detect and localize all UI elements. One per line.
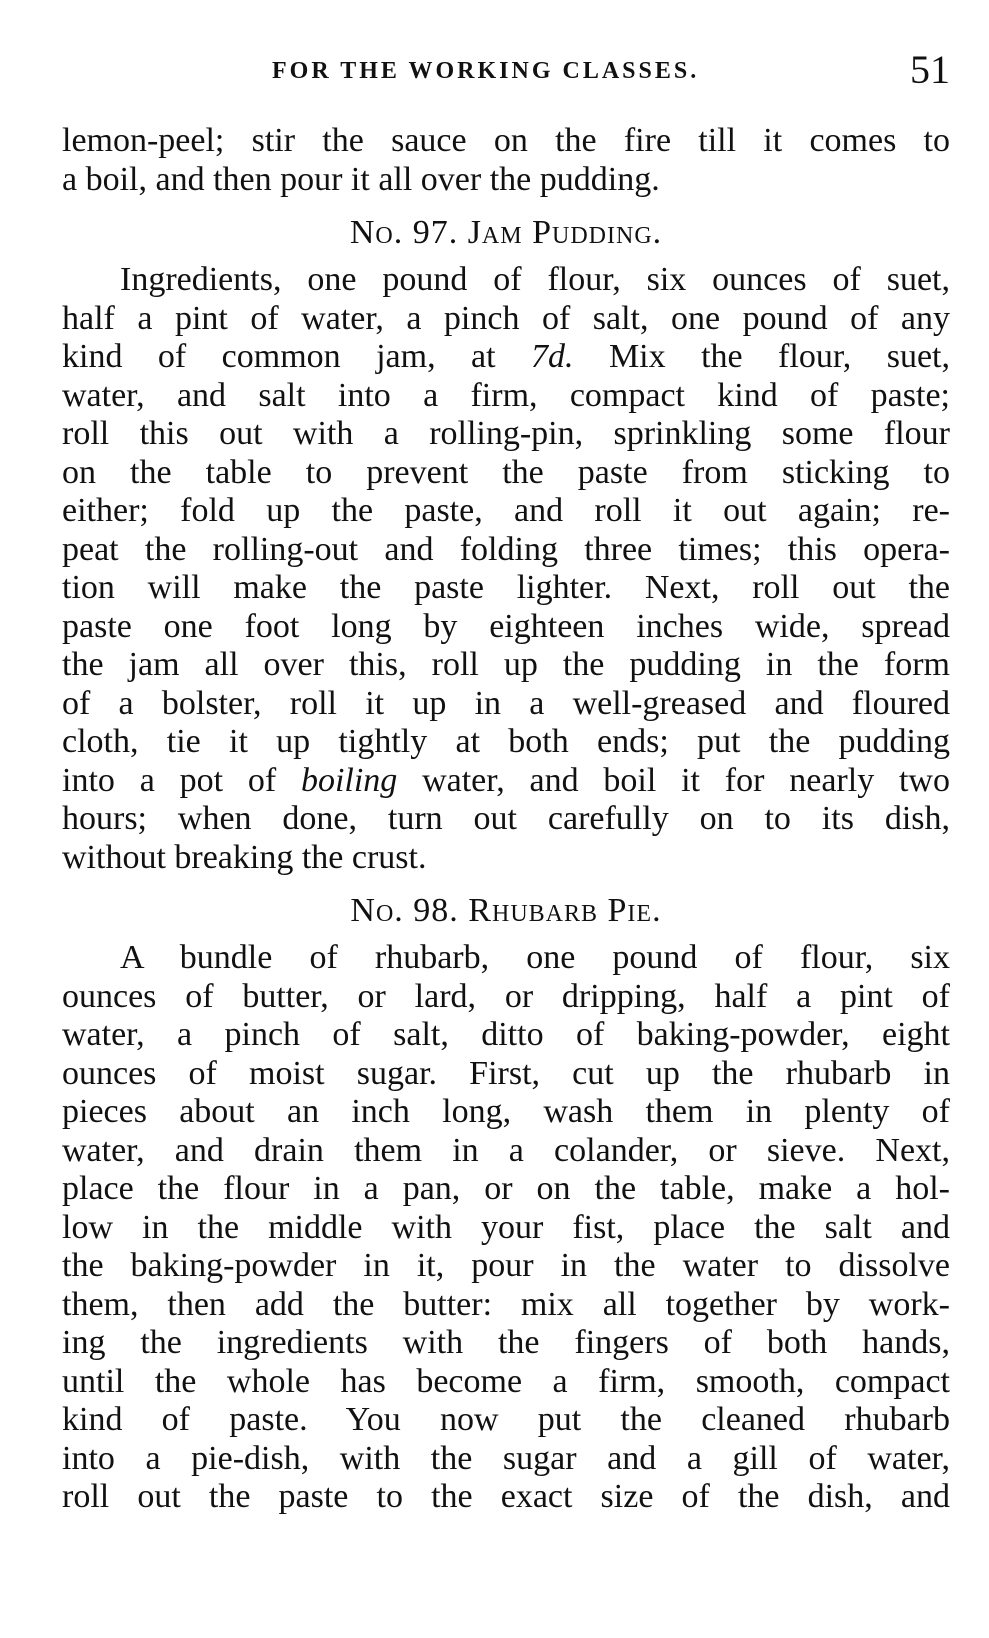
page-body <box>62 122 950 1517</box>
text-line: ounces of butter, or lard, or dripping, half a pint of <box>62 977 950 1015</box>
text-line: kind of common jam, at 7d. Mix the flour, suet, <box>62 338 950 375</box>
running-title: FOR THE WORKING CLASSES. <box>272 58 700 84</box>
text-line: tion will make the paste lighter. Next, roll out the <box>62 569 950 606</box>
text-line: cloth, tie it up tightly at both ends; put the pudding <box>62 723 950 760</box>
text-line: until the whole has become a firm, smooth, compact <box>62 1362 950 1400</box>
text-line: ounces of moist sugar. First, cut up the rhubarb in <box>62 1054 950 1092</box>
text-line: kind of paste. You now put the cleaned rhubarb <box>62 1401 950 1438</box>
text-line: A bundle of rhubarb, one pound of flour, six <box>120 939 950 976</box>
text-line: ing the ingredients with the fingers of both hands, <box>62 1324 950 1361</box>
text-line: pieces about an inch long, wash them in plenty of <box>62 1093 950 1130</box>
running-head <box>0 46 989 96</box>
page-number: 51 <box>910 47 950 92</box>
text-line: into a pot of boiling water, and boil it for nearly two <box>62 761 950 799</box>
text-line: them, then add the butter: mix all together by work- <box>62 1285 950 1323</box>
text-line: half a pint of water, a pinch of salt, one pound of any <box>62 299 950 337</box>
text-line: peat the rolling-out and folding three times; this opera- <box>62 530 950 568</box>
intro-paragraph <box>62 122 950 199</box>
text-line: Ingredients, one pound of flour, six ounces of suet, <box>120 261 950 298</box>
text-line: roll this out with a rolling-pin, sprinkling some flour <box>62 415 950 452</box>
text-line: without breaking the crust. <box>62 838 427 876</box>
text-line: either; fold up the paste, and roll it out again; re- <box>62 492 950 529</box>
text-line: into a pie-dish, with the sugar and a gill of water, <box>62 1439 950 1477</box>
recipe-98-paragraph <box>62 939 950 1517</box>
text-line: water, and drain them in a colander, or sieve. Next, <box>62 1131 950 1169</box>
text-line: the baking-powder in it, pour in the water to dissolve <box>62 1247 950 1284</box>
text-line: water, a pinch of salt, ditto of baking-powder, eight <box>62 1016 950 1053</box>
text-line: water, and salt into a firm, compact kind of paste; <box>62 376 950 414</box>
recipe-97-paragraph <box>62 261 950 877</box>
text-line: lemon-peel; stir the sauce on the fire till it comes to <box>62 122 950 159</box>
text-line: hours; when done, turn out carefully on to its dish, <box>62 800 950 837</box>
text-line: on the table to prevent the paste from sticking to <box>62 453 950 491</box>
text-line: roll out the paste to the exact size of the dish, and <box>62 1478 950 1515</box>
recipe-heading-98: No. 98. Rhubarb Pie. <box>350 892 662 929</box>
recipe-heading-97: No. 97. Jam Pudding. <box>349 214 663 251</box>
text-line: a boil, and then pour it all over the pudding. <box>62 160 660 198</box>
text-line: paste one foot long by eighteen inches wide, spread <box>62 607 950 645</box>
text-line: low in the middle with your fist, place the salt and <box>62 1208 950 1246</box>
text-line: the jam all over this, roll up the pudding in the form <box>62 646 950 683</box>
text-line: of a bolster, roll it up in a well-greased and floured <box>62 684 950 722</box>
text-line: place the flour in a pan, or on the table, make a hol- <box>62 1170 950 1207</box>
